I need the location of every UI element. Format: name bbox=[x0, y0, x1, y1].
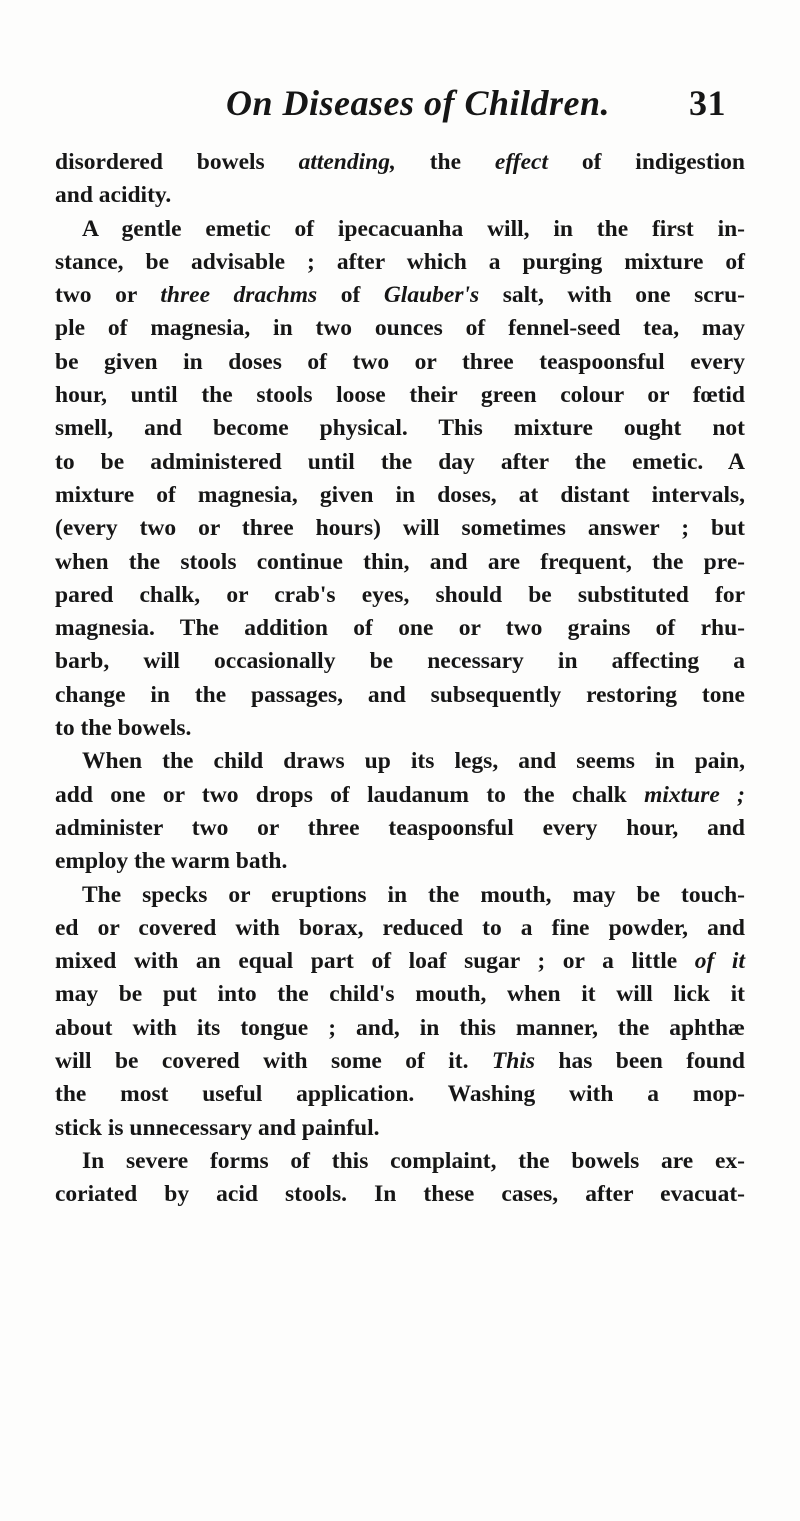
text-segment: The specks or eruptions in the mouth, may be touch- bbox=[82, 881, 745, 908]
text-segment: ed or covered with borax, reduced to a fine powder, and bbox=[55, 914, 745, 941]
text-segment: change in the passages, and subsequently restoring tone bbox=[55, 681, 745, 708]
text-segment: to be administered until the day after the emetic. A bbox=[55, 448, 745, 475]
text-segment: when the stools continue thin, and are frequent, the pre- bbox=[55, 548, 745, 575]
text-segment: and acidity. bbox=[55, 182, 172, 209]
text-line bbox=[55, 612, 745, 645]
text-segment: (every two or three hours) will sometimes answer ; but bbox=[55, 515, 745, 542]
text-segment: will be covered with some of it. bbox=[55, 1048, 492, 1075]
body-text bbox=[55, 146, 745, 1212]
text-segment: two or bbox=[55, 282, 161, 309]
running-head bbox=[226, 82, 726, 126]
text-line bbox=[55, 446, 745, 479]
text-segment: be given in doses of two or three teaspoonsful every bbox=[55, 348, 745, 375]
text-segment: of indigestion bbox=[547, 149, 745, 175]
italic-text: attending, bbox=[298, 149, 396, 175]
text-line bbox=[55, 1178, 745, 1211]
page-number: 31 bbox=[689, 83, 726, 123]
text-line bbox=[55, 179, 745, 212]
text-line bbox=[55, 312, 745, 345]
text-line bbox=[55, 645, 745, 678]
text-segment: mixture of magnesia, given in doses, at distant intervals, bbox=[55, 481, 745, 508]
text-line bbox=[55, 479, 745, 512]
italic-text: effect bbox=[494, 149, 548, 175]
text-line bbox=[55, 712, 745, 745]
text-segment: coriated by acid stools. In these cases, after evacuat- bbox=[55, 1181, 745, 1208]
text-segment: barb, will occasionally be necessary in affecting a bbox=[55, 648, 745, 675]
text-segment: magnesia. The addition of one or two grains of rhu- bbox=[55, 615, 745, 642]
text-line bbox=[55, 546, 745, 579]
text-segment: has been found bbox=[535, 1048, 745, 1075]
italic-text: Glauber's bbox=[383, 282, 480, 309]
text-line bbox=[55, 1045, 745, 1078]
text-segment: ple of magnesia, in two ounces of fennel-seed tea, may bbox=[55, 315, 745, 342]
text-segment: pared chalk, or crab's eyes, should be substituted for bbox=[55, 581, 745, 608]
text-segment: In severe forms of this complaint, the bowels are ex- bbox=[82, 1147, 745, 1174]
text-segment: about with its tongue ; and, in this manner, the aphthæ bbox=[55, 1014, 745, 1041]
text-line bbox=[55, 1012, 745, 1045]
text-segment: stance, be advisable ; after which a purging mixture of bbox=[55, 248, 745, 275]
text-line bbox=[55, 1078, 745, 1111]
text-segment: to the bowels. bbox=[55, 715, 192, 742]
text-segment: salt, with one scru- bbox=[479, 282, 745, 309]
text-segment: mixed with an equal part of loaf sugar ; or a little bbox=[55, 948, 695, 975]
text-line bbox=[55, 412, 745, 445]
text-segment: hour, until the stools loose their green colour or fœtid bbox=[55, 382, 745, 409]
text-segment: employ the warm bath. bbox=[55, 848, 288, 875]
text-line bbox=[55, 779, 745, 812]
text-line bbox=[55, 812, 745, 845]
italic-text: three drachms bbox=[160, 282, 318, 309]
text-segment: stick is unnecessary and painful. bbox=[55, 1114, 380, 1141]
text-line bbox=[55, 512, 745, 545]
text-segment: of bbox=[317, 282, 384, 309]
italic-text: of it bbox=[694, 948, 745, 975]
text-line bbox=[55, 1112, 745, 1145]
text-line bbox=[55, 912, 745, 945]
text-segment: the most useful application. Washing with a mop- bbox=[55, 1081, 745, 1108]
text-line bbox=[55, 379, 745, 412]
text-line bbox=[55, 246, 745, 279]
text-line bbox=[55, 945, 745, 978]
running-title: On Diseases of Children. bbox=[226, 83, 611, 123]
text-line bbox=[55, 879, 745, 912]
text-line bbox=[55, 978, 745, 1011]
text-line bbox=[55, 1145, 745, 1178]
text-segment: smell, and become physical. This mixture ought not bbox=[55, 415, 745, 442]
text-line bbox=[55, 579, 745, 612]
text-segment: add one or two drops of laudanum to the chalk bbox=[55, 781, 645, 808]
text-line bbox=[55, 146, 745, 179]
italic-text: mixture ; bbox=[644, 781, 745, 808]
text-line bbox=[55, 213, 745, 246]
text-segment: administer two or three teaspoonsful every hour, and bbox=[55, 814, 745, 841]
text-segment: the bbox=[395, 149, 495, 175]
text-line bbox=[55, 745, 745, 778]
text-segment: A gentle emetic of ipecacuanha will, in the first in- bbox=[82, 215, 745, 242]
text-line bbox=[55, 279, 745, 312]
text-segment: When the child draws up its legs, and seems in pain, bbox=[82, 748, 745, 775]
italic-text: This bbox=[491, 1048, 536, 1075]
text-line bbox=[55, 679, 745, 712]
text-line bbox=[55, 845, 745, 878]
text-line bbox=[55, 346, 745, 379]
text-segment: may be put into the child's mouth, when it will lick it bbox=[55, 981, 745, 1008]
text-segment: disordered bowels bbox=[55, 149, 299, 175]
